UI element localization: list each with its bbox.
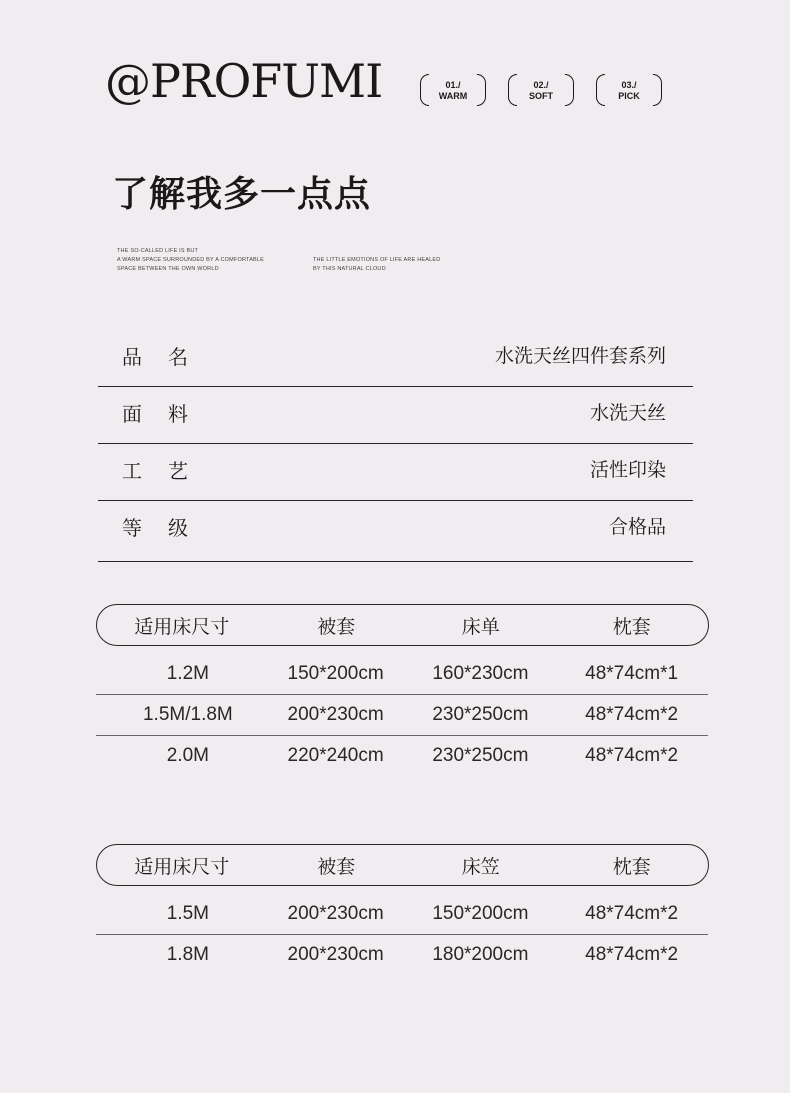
info-row-grade [98,501,693,562]
tag-number: 02./ [533,80,549,90]
table-cell: 48*74cm*2 [585,903,679,924]
table-row [96,736,708,776]
table-cell: 48*74cm*2 [585,745,679,766]
info-label: 面料 [122,402,214,426]
note-line: THE LITTLE EMOTIONS OF LIFE ARE HEALED [313,257,441,263]
info-row-name [98,330,693,387]
table-cell: 1.5M [166,903,209,924]
note-line: THE SO-CALLED LIFE IS BUT [117,248,199,254]
table-cell: 200*230cm [287,903,384,924]
table-row [96,654,708,695]
table-cell: 230*250cm [432,745,529,766]
table-row [96,894,708,935]
tag-word: WARM [438,91,468,101]
note-line: SPACE BETWEEN THE OWN WORLD [117,266,219,272]
tag-soft [506,74,576,106]
table-cell: 200*230cm [287,704,384,725]
table-cell: 1.2M [166,663,209,684]
header-cell: 被套 [317,615,356,638]
note-left [117,247,264,274]
table-cell: 200*230cm [287,944,384,965]
table-body [110,654,708,776]
table-cell: 220*240cm [287,745,384,766]
info-row-craft [98,444,693,501]
table-cell: 48*74cm*2 [585,944,679,965]
size-table-fitted-sheet [96,844,709,975]
note-line: BY THIS NATURAL CLOUD [313,266,386,272]
table-cell: 1.5M/1.8M [142,704,233,725]
header-cell: 床笠 [461,855,500,878]
header-cell: 适用床尺寸 [134,615,230,638]
product-info-list [98,330,693,562]
table-cell: 180*200cm [432,944,529,965]
header-cell: 床单 [461,615,500,638]
tag-number: 01./ [445,80,461,90]
tag-pick [594,74,664,106]
table-cell: 1.8M [166,944,209,965]
info-value: 水洗天丝 [589,402,666,424]
tag-warm [418,74,488,106]
note-right [313,256,440,274]
table-cell: 230*250cm [432,704,529,725]
table-cell: 48*74cm*1 [585,663,679,684]
info-label: 工艺 [122,459,214,483]
page-headline: 了解我多一点点 [112,174,372,215]
tag-group [418,74,664,106]
info-label: 等级 [122,516,214,540]
tag-number: 03./ [621,80,637,90]
table-cell: 160*230cm [432,663,529,684]
table-cell: 2.0M [166,745,209,766]
tag-word: PICK [618,91,640,101]
note-line: A WARM SPACE SURROUNDED BY A COMFORTABLE [117,257,265,263]
table-cell: 150*200cm [287,663,384,684]
tag-word: SOFT [529,91,553,101]
table-header [96,604,709,646]
header-cell: 枕套 [612,615,651,638]
info-label: 品名 [122,345,214,369]
table-cell: 150*200cm [432,903,529,924]
brand-logo: @PROFUMI [105,54,383,108]
info-value: 活性印染 [589,459,666,481]
table-header [96,844,709,886]
table-cell: 48*74cm*2 [585,704,679,725]
info-row-fabric [98,387,693,444]
table-body [110,894,708,975]
info-value: 水洗天丝四件套系列 [494,345,666,367]
table-row [96,935,708,975]
table-row [96,695,708,736]
info-value: 合格品 [608,516,666,538]
header-cell: 被套 [317,855,356,878]
header-cell: 枕套 [612,855,651,878]
size-table-flat-sheet [96,604,709,776]
header-cell: 适用床尺寸 [134,855,230,878]
